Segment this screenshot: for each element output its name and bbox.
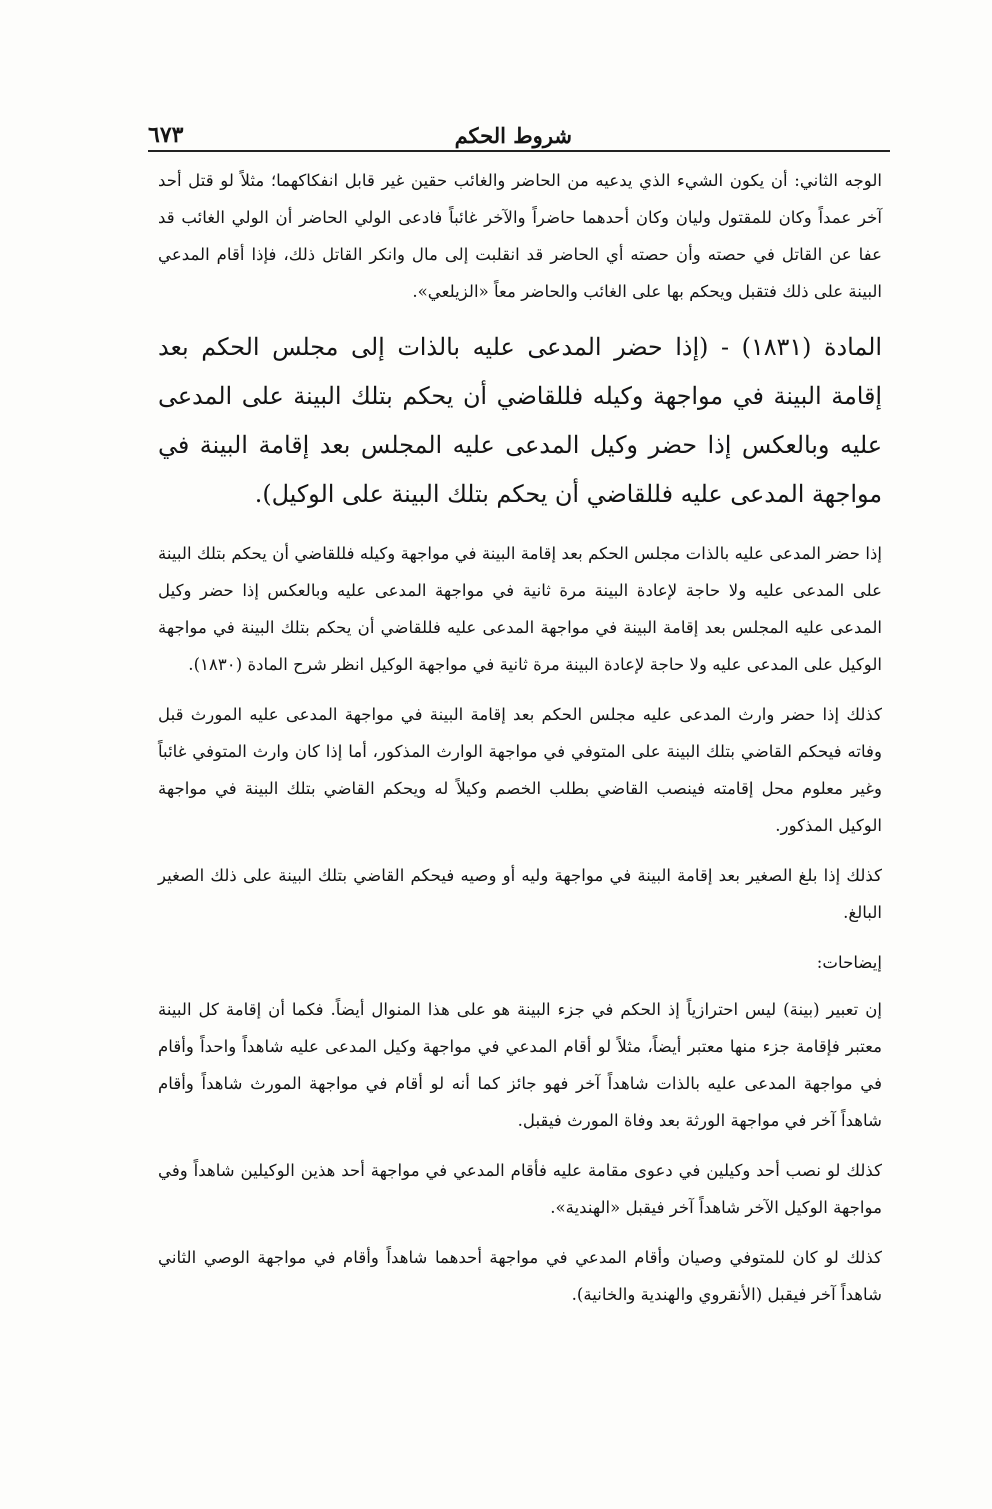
article-1831: المادة (١٨٣١) - (إذا حضر المدعى عليه بالذات إلى مجلس الحكم بعد إقامة البينة في مواجهة وكيله فللقاضي أن يحكم بتلك البينة على المدعى عليه وبالعكس إذا حضر وكيل المدعى عليه المجلس بعد إقامة البينة في مواجهة المدعى عليه فللقاضي أن يحكم بتلك البينة على الوكيل). — [158, 333, 882, 508]
paragraph-commentary-heir: كذلك إذا حضر وارث المدعى عليه مجلس الحكم بعد إقامة البينة في مواجهة المدعى عليه المورث قبل وفاته فيحكم القاضي بتلك البينة على المتوفي في مواجهة الوارث المذكور، أما إذا كان وارث المتوفي غائباً وغير معلوم محل إقامته فينصب القاضي بطلب الخصم وكيلاً له ويحكم القاضي بتلك البينة في مواجهة الوكيل المذكور. — [158, 705, 882, 835]
section-heading-explanations: إيضاحات: — [816, 953, 882, 972]
header-rule — [148, 150, 890, 152]
running-title: شروط الحكم — [454, 123, 572, 148]
paragraph-commentary-minor: كذلك إذا بلغ الصغير بعد إقامة البينة في مواجهة وليه أو وصيه فيحكم القاضي بتلك البينة على ذلك الصغير البالغ. — [158, 866, 882, 922]
paragraph-explanation-1: إن تعبير (بينة) ليس احترازياً إذ الحكم في جزء البينة هو على هذا المنوال أيضاً. فكما أن إقامة كل البينة معتبر فإقامة جزء منها معتبر أيضاً، مثلاً لو أقام المدعي في مواجهة وكيل المدعى عليه شاهداً واحداً وأقام في مواجهة المدعى عليه بالذات شاهداً آخر فهو جائز كما أنه لو أقام في مواجهة المورث شاهداً وأقام شاهداً آخر في مواجهة الورثة بعد وفاة المورث فيقبل. — [158, 1000, 882, 1130]
page-body — [158, 162, 882, 1326]
paragraph-explanation-2: كذلك لو نصب أحد وكيلين في دعوى مقامة عليه فأقام المدعي في مواجهة أحد هذين الوكيلين شاهداً وفي مواجهة الوكيل الآخر شاهداً آخر فيقبل «الهندية». — [158, 1161, 882, 1217]
page-number: ٦٧٣ — [148, 122, 184, 148]
paragraph-explanation-3: كذلك لو كان للمتوفي وصيان وأقام المدعي في مواجهة أحدهما شاهداً وأقام في مواجهة الوصي الثاني شاهداً آخر فيقبل (الأنقروي والهندية والخانية). — [158, 1248, 882, 1304]
page-header — [148, 112, 890, 148]
paragraph-second-aspect: الوجه الثاني: أن يكون الشيء الذي يدعيه من الحاضر والغائب حقين غير قابل انفكاكهما؛ مثلاً لو قتل أحد آخر عمداً وكان للمقتول وليان وكان أحدهما حاضراً والآخر غائباً فادعى الولي الحاضر أن الولي الغائب قد عفا عن القاتل في حصته وأن حصته أي الحاضر قد انقلبت إلى مال وانكر القاتل ذلك، فإذا أقام المدعي البينة على ذلك فتقبل ويحكم بها على الغائب والحاضر معاً «الزيلعي». — [158, 171, 882, 301]
paragraph-commentary-1: إذا حضر المدعى عليه بالذات مجلس الحكم بعد إقامة البينة في مواجهة وكيله فللقاضي أن يحكم بتلك البينة على المدعى عليه ولا حاجة لإعادة البينة مرة ثانية في مواجهة المدعى عليه وبالعكس إذا حضر وكيل المدعى عليه المجلس بعد إقامة البينة في مواجهة المدعى عليه فللقاضي أن يحكم بتلك البينة في مواجهة الوكيل على المدعى عليه ولا حاجة لإعادة البينة مرة ثانية في مواجهة الوكيل انظر شرح المادة (١٨٣٠). — [158, 544, 882, 674]
